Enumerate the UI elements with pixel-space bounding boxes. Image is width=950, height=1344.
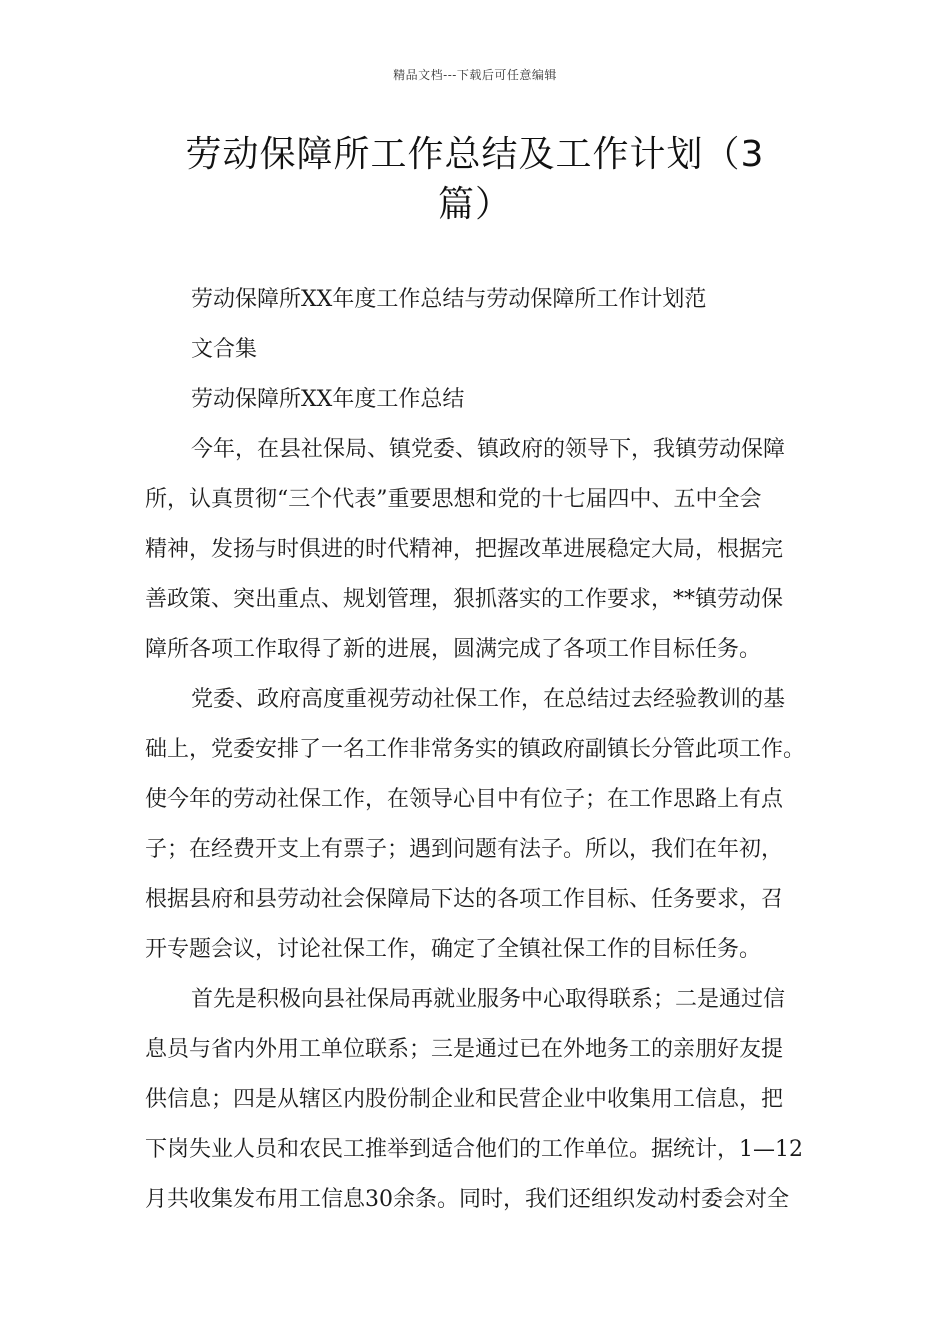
document-body [145,275,809,1225]
paragraph-line: 精神，发扬与时俱进的时代精神，把握改革进展稳定大局，根据完 [145,537,784,562]
document-title [160,130,790,230]
paragraph-line: 础上，党委安排了一名工作非常务实的镇政府副镇长分管此项工作。 [145,737,806,762]
paragraph-line: 下岗失业人员和农民工推举到适合他们的工作单位。据统计，1—12 [145,1137,803,1162]
title-line-2: 篇） [437,184,512,225]
paragraph-line: 息员与省内外用工单位联系；三是通过已在外地务工的亲朋好友提 [145,1037,784,1062]
subtitle-line-1: 劳动保障所XX年度工作总结与劳动保障所工作计划范 [191,287,707,312]
section-heading: 劳动保障所XX年度工作总结 [191,387,465,412]
paragraph-line: 善政策、突出重点、规划管理，狠抓落实的工作要求，**镇劳动保 [145,587,784,612]
paragraph-line: 使今年的劳动社保工作，在领导心目中有位子；在工作思路上有点 [145,787,784,812]
paragraph-line: 障所各项工作取得了新的进展，圆满完成了各项工作目标任务。 [145,637,762,662]
paragraph-line: 开专题会议，讨论社保工作，确定了全镇社保工作的目标任务。 [145,937,762,962]
paragraph-line: 首先是积极向县社保局再就业服务中心取得联系；二是通过信 [191,987,786,1012]
paragraph-line: 子；在经费开支上有票子；遇到问题有法子。所以，我们在年初， [145,837,784,862]
paragraph-line: 根据县府和县劳动社会保障局下达的各项工作目标、任务要求，召 [145,887,784,912]
subtitle-line-2: 文合集 [191,337,258,362]
paragraph-line: 供信息；四是从辖区内股份制企业和民营企业中收集用工信息，把 [145,1087,784,1112]
title-line-1: 劳动保障所工作总结及工作计划（3 [185,134,765,175]
page-header-note: 精品文档---下载后可任意编辑 [393,68,557,82]
paragraph-line: 月共收集发布用工信息30余条。同时，我们还组织发动村委会对全 [145,1187,789,1212]
paragraph-line: 今年，在县社保局、镇党委、镇政府的领导下，我镇劳动保障 [191,437,786,462]
paragraph-line: 所，认真贯彻“三个代表”重要思想和党的十七届四中、五中全会 [145,487,762,512]
paragraph-line: 党委、政府高度重视劳动社保工作，在总结过去经验教训的基 [191,687,786,712]
